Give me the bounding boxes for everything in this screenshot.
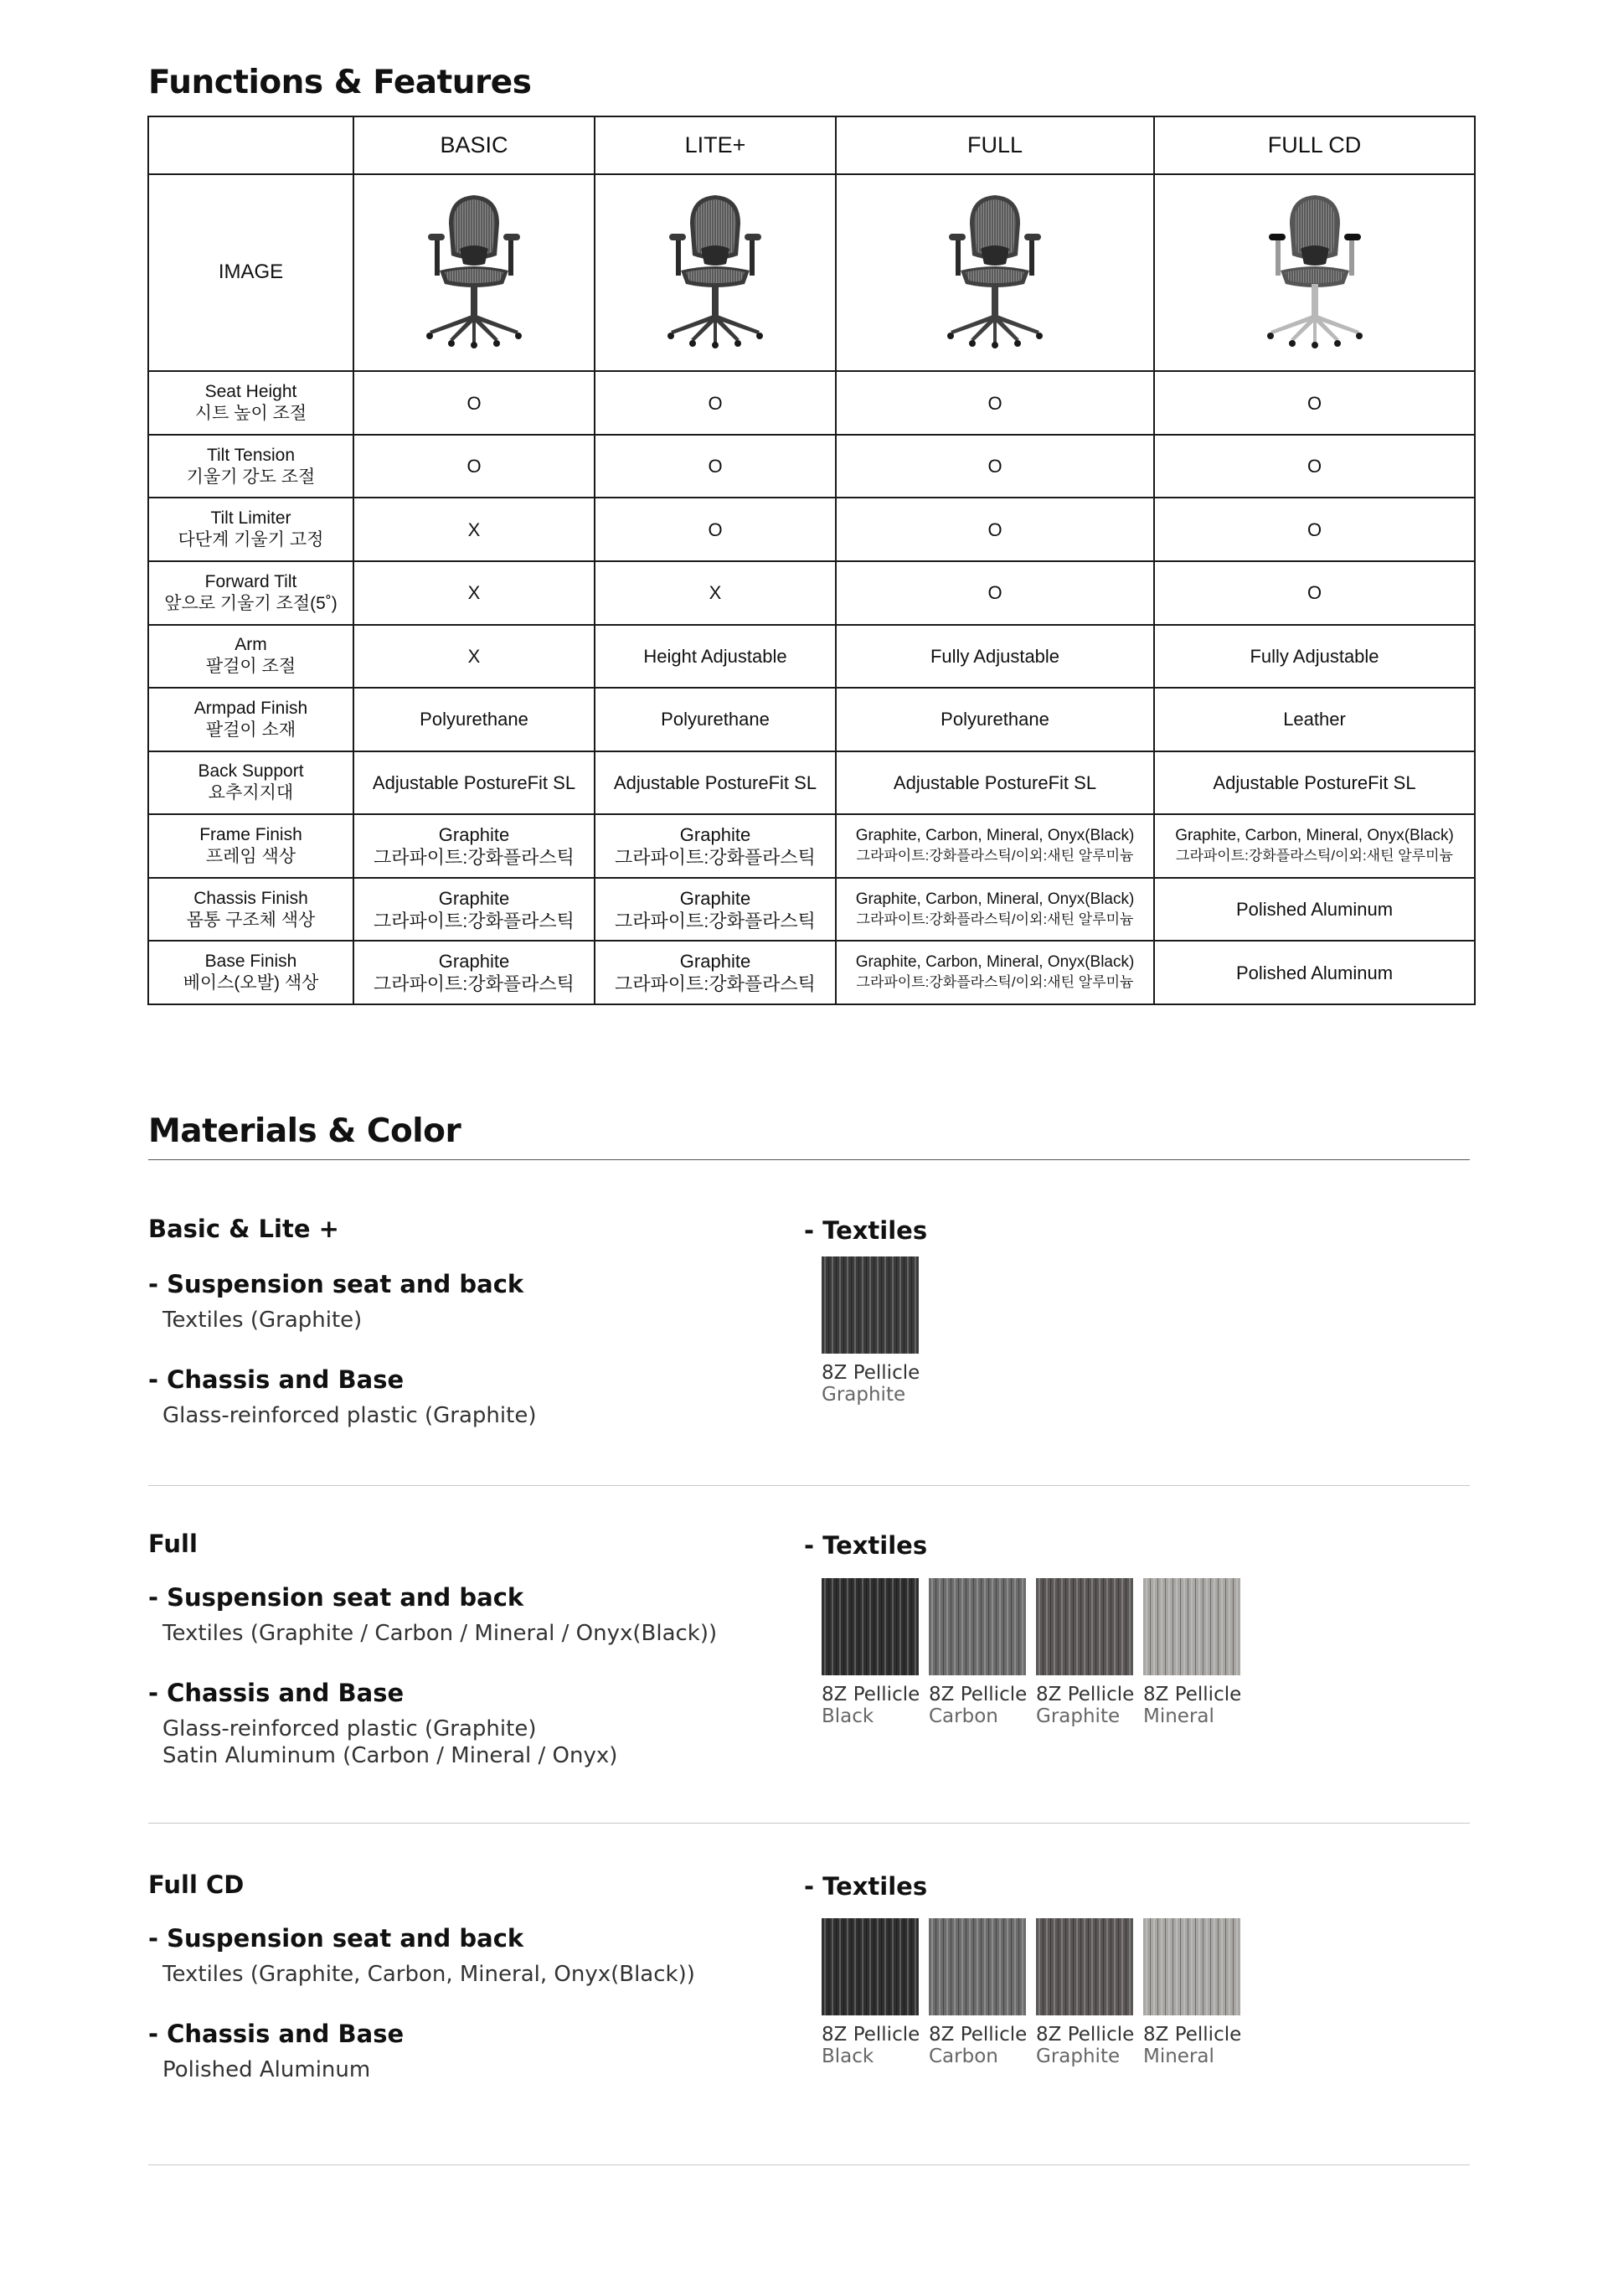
swatch-color: Carbon xyxy=(929,2046,998,2067)
table-row xyxy=(148,751,1475,815)
table-cell: O xyxy=(1154,435,1475,498)
row-label-ko: 시트 높이 조절 xyxy=(194,404,307,424)
textiles-heading: - Textiles xyxy=(804,1216,928,1245)
table-cell: O xyxy=(353,371,595,435)
chassis-heading: - Chassis and Base xyxy=(148,2020,405,2048)
chair-image-cell xyxy=(836,174,1154,372)
row-label-en: Tilt Tension xyxy=(206,445,296,465)
swatch-color: Black xyxy=(822,1705,874,1727)
chassis-text: Glass-reinforced plastic (Graphite) xyxy=(162,1403,537,1428)
cell-line-1: Polished Aluminum xyxy=(1235,899,1394,921)
table-cell: Leather xyxy=(1154,688,1475,751)
cell-line-2: 그라파이트:강화플라스틱 xyxy=(615,847,816,868)
cell-line-2: 그라파이트:강화플라스틱 xyxy=(615,910,816,931)
cell-line-1: Graphite, Carbon, Mineral, Onyx(Black) xyxy=(855,890,1135,908)
cell-line-2: 그라파이트:강화플라스틱 xyxy=(374,847,575,868)
textiles-heading: - Textiles xyxy=(804,1531,928,1560)
table-cell: Polyurethane xyxy=(595,688,836,751)
swatch-name: 8Z Pellicle xyxy=(1143,2024,1242,2046)
chassis-text: Glass-reinforced plastic (Graphite) xyxy=(162,1716,537,1741)
table-row xyxy=(148,814,1475,878)
chassis-text: Satin Aluminum (Carbon / Mineral / Onyx) xyxy=(162,1743,618,1768)
swatch-group xyxy=(822,1578,1240,1727)
table-cell: Fully Adjustable xyxy=(1154,625,1475,689)
swatch-group xyxy=(822,1256,919,1406)
image-row-label: IMAGE xyxy=(148,174,353,372)
table-cell: Adjustable PostureFit SL xyxy=(353,751,595,815)
row-label-ko: 다단계 기울기 고정 xyxy=(178,530,324,550)
table-cell xyxy=(595,941,836,1004)
row-label-en: Chassis Finish xyxy=(193,888,308,908)
cell-line-1: Graphite xyxy=(438,824,510,845)
row-label-en: Seat Height xyxy=(204,382,297,402)
textile-swatch xyxy=(929,1578,1026,1727)
chair-image-cell xyxy=(353,174,595,372)
table-cell: X xyxy=(353,625,595,689)
row-label-ko: 팔걸이 조절 xyxy=(205,657,296,677)
swatch-name: 8Z Pellicle xyxy=(929,2024,1028,2046)
textile-swatch xyxy=(822,1578,919,1727)
textile-swatch xyxy=(822,1256,919,1406)
swatch-name: 8Z Pellicle xyxy=(1036,2024,1135,2046)
table-cell: Polyurethane xyxy=(353,688,595,751)
table-cell: O xyxy=(836,371,1154,435)
row-label-en: Arm xyxy=(234,635,267,655)
chassis-heading: - Chassis and Base xyxy=(148,1679,405,1707)
row-label xyxy=(148,435,353,498)
column-header: FULL CD xyxy=(1154,116,1475,174)
swatch-name: 8Z Pellicle xyxy=(822,1362,920,1384)
table-cell: O xyxy=(836,435,1154,498)
section-divider xyxy=(148,1485,1470,1486)
row-label-en: Armpad Finish xyxy=(193,698,308,718)
swatch-sample xyxy=(1036,1918,1133,2015)
table-cell xyxy=(353,941,595,1004)
row-label-en: Base Finish xyxy=(204,952,297,972)
swatch-color: Graphite xyxy=(822,1384,906,1406)
row-label-ko: 베이스(오발) 색상 xyxy=(183,973,319,993)
cell-line-1: Graphite xyxy=(438,887,510,909)
chair-lite-image xyxy=(661,190,770,349)
table-cell xyxy=(836,941,1154,1004)
row-label-ko: 팔걸이 소재 xyxy=(205,720,296,740)
table-cell: O xyxy=(595,371,836,435)
chassis-text: Polished Aluminum xyxy=(162,2057,371,2082)
swatch-color: Graphite xyxy=(1036,2046,1121,2067)
section-title: Full xyxy=(148,1530,198,1558)
swatch-name: 8Z Pellicle xyxy=(822,2024,920,2046)
table-cell: X xyxy=(595,561,836,625)
cell-line-1: Graphite xyxy=(679,824,751,845)
chair-fullcd-image xyxy=(1260,190,1369,349)
table-cell: O xyxy=(1154,498,1475,561)
row-label-en: Frame Finish xyxy=(199,825,302,844)
row-label xyxy=(148,625,353,689)
textile-swatch xyxy=(1143,1578,1240,1727)
swatch-sample xyxy=(822,1578,919,1675)
cell-line-2: 그라파이트:강화플라스틱/이외:새틴 알루미늄 xyxy=(856,974,1134,991)
cell-line-1: Graphite xyxy=(679,887,751,909)
table-cell: Adjustable PostureFit SL xyxy=(836,751,1154,815)
table-cell xyxy=(595,814,836,878)
row-label-en: Tilt Limiter xyxy=(210,508,291,529)
table-cell: O xyxy=(836,561,1154,625)
features-table xyxy=(147,116,1476,1005)
swatch-group xyxy=(822,1918,1240,2067)
suspension-text: Textiles (Graphite) xyxy=(162,1308,363,1333)
swatch-color: Mineral xyxy=(1143,2046,1214,2067)
table-cell xyxy=(353,878,595,942)
row-label xyxy=(148,941,353,1004)
column-header: LITE+ xyxy=(595,116,836,174)
cell-line-2: 그라파이트:강화플라스틱/이외:새틴 알루미늄 xyxy=(856,911,1134,927)
row-label-ko: 프레임 색상 xyxy=(205,847,296,866)
swatch-sample xyxy=(822,1918,919,2015)
cell-line-2: 그라파이트:강화플라스틱/이외:새틴 알루미늄 xyxy=(1176,848,1453,864)
swatch-sample xyxy=(822,1256,919,1354)
table-row xyxy=(148,625,1475,689)
row-label-en: Back Support xyxy=(198,761,304,782)
table-cell: O xyxy=(1154,561,1475,625)
table-cell: Height Adjustable xyxy=(595,625,836,689)
table-cell: Fully Adjustable xyxy=(836,625,1154,689)
textile-swatch xyxy=(822,1918,919,2067)
textile-swatch xyxy=(1143,1918,1240,2067)
swatch-name: 8Z Pellicle xyxy=(1143,1684,1242,1705)
table-cell xyxy=(1154,878,1475,942)
table-cell: Polyurethane xyxy=(836,688,1154,751)
section-title: Basic & Lite + xyxy=(148,1215,339,1243)
row-label xyxy=(148,688,353,751)
swatch-sample xyxy=(1143,1578,1240,1675)
row-label xyxy=(148,751,353,815)
row-label-ko: 몸통 구조체 색상 xyxy=(186,910,316,930)
table-header-row xyxy=(148,116,1475,174)
column-header: BASIC xyxy=(353,116,595,174)
section-title: Full CD xyxy=(148,1870,245,1899)
table-cell: O xyxy=(353,435,595,498)
swatch-sample xyxy=(1143,1918,1240,2015)
cell-line-1: Graphite xyxy=(438,951,510,973)
row-label-ko: 기울기 강도 조절 xyxy=(186,467,316,487)
cell-line-1: Graphite, Carbon, Mineral, Onyx(Black) xyxy=(1175,827,1454,844)
section-divider xyxy=(148,1823,1470,1824)
table-row xyxy=(148,688,1475,751)
column-header: FULL xyxy=(836,116,1154,174)
textile-swatch xyxy=(1036,1918,1133,2067)
table-row xyxy=(148,435,1475,498)
textiles-heading: - Textiles xyxy=(804,1872,928,1901)
table-cell xyxy=(595,878,836,942)
row-label-en: Forward Tilt xyxy=(204,571,297,591)
cell-line-2: 그라파이트:강화플라스틱 xyxy=(615,973,816,995)
materials-divider xyxy=(148,1159,1470,1160)
chair-basic-image xyxy=(420,190,528,349)
table-cell xyxy=(1154,941,1475,1004)
swatch-name: 8Z Pellicle xyxy=(929,1684,1028,1705)
swatch-color: Black xyxy=(822,2046,874,2067)
table-cell xyxy=(836,814,1154,878)
row-label xyxy=(148,371,353,435)
chassis-heading: - Chassis and Base xyxy=(148,1365,405,1394)
swatch-sample xyxy=(929,1578,1026,1675)
table-cell: X xyxy=(353,561,595,625)
table-row xyxy=(148,371,1475,435)
table-cell: O xyxy=(595,498,836,561)
table-cell: Adjustable PostureFit SL xyxy=(1154,751,1475,815)
swatch-name: 8Z Pellicle xyxy=(1036,1684,1135,1705)
suspension-heading: - Suspension seat and back xyxy=(148,1583,524,1612)
table-cell: O xyxy=(836,498,1154,561)
chair-image-cell xyxy=(1154,174,1475,372)
cell-line-1: Polished Aluminum xyxy=(1235,962,1394,983)
table-cell: O xyxy=(1154,371,1475,435)
table-cell xyxy=(353,814,595,878)
header-corner xyxy=(148,116,353,174)
image-row xyxy=(148,174,1475,372)
chair-image-cell xyxy=(595,174,836,372)
textile-swatch xyxy=(1036,1578,1133,1727)
table-cell xyxy=(836,878,1154,942)
table-cell: Adjustable PostureFit SL xyxy=(595,751,836,815)
swatch-color: Carbon xyxy=(929,1705,998,1727)
table-cell: X xyxy=(353,498,595,561)
cell-line-2: 그라파이트:강화플라스틱 xyxy=(374,973,575,995)
table-row xyxy=(148,498,1475,561)
row-label-ko: 앞으로 기울기 조절(5˚) xyxy=(164,593,338,613)
functions-title: Functions & Features xyxy=(148,64,532,101)
swatch-color: Mineral xyxy=(1143,1705,1214,1727)
swatch-name: 8Z Pellicle xyxy=(822,1684,920,1705)
row-label-ko: 요추지지대 xyxy=(208,783,294,803)
chair-full-image xyxy=(941,190,1049,349)
swatch-sample xyxy=(929,1918,1026,2015)
row-label xyxy=(148,814,353,878)
materials-title: Materials & Color xyxy=(148,1112,461,1150)
suspension-heading: - Suspension seat and back xyxy=(148,1924,524,1953)
table-row xyxy=(148,561,1475,625)
table-cell: O xyxy=(595,435,836,498)
cell-line-1: Graphite, Carbon, Mineral, Onyx(Black) xyxy=(855,953,1135,972)
swatch-sample xyxy=(1036,1578,1133,1675)
cell-line-2: 그라파이트:강화플라스틱 xyxy=(374,910,575,931)
section-divider xyxy=(148,2164,1470,2165)
cell-line-1: Graphite xyxy=(679,951,751,973)
row-label xyxy=(148,878,353,942)
suspension-text: Textiles (Graphite / Carbon / Mineral / Onyx(Black)) xyxy=(162,1621,718,1646)
table-row xyxy=(148,878,1475,942)
row-label xyxy=(148,561,353,625)
row-label xyxy=(148,498,353,561)
cell-line-1: Graphite, Carbon, Mineral, Onyx(Black) xyxy=(855,827,1135,844)
textile-swatch xyxy=(929,1918,1026,2067)
table-cell xyxy=(1154,814,1475,878)
table-row xyxy=(148,941,1475,1004)
suspension-heading: - Suspension seat and back xyxy=(148,1270,524,1298)
swatch-color: Graphite xyxy=(1036,1705,1121,1727)
suspension-text: Textiles (Graphite, Carbon, Mineral, Onyx(Black)) xyxy=(162,1962,695,1987)
cell-line-2: 그라파이트:강화플라스틱/이외:새틴 알루미늄 xyxy=(856,848,1134,864)
